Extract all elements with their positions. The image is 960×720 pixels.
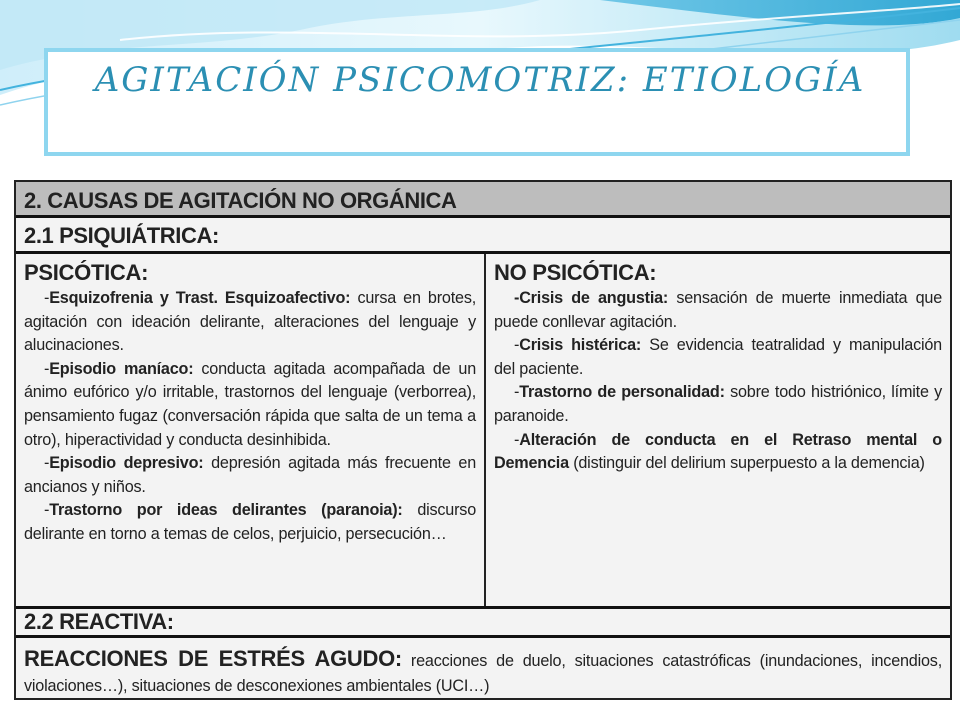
item-dash: - (514, 383, 520, 402)
reactiva-paragraph (24, 646, 942, 699)
item-text: depresión agitada más frecuente en ancianos y niños. (24, 454, 476, 496)
item-term: Trastorno por ideas delirantes (paranoia): (49, 501, 403, 520)
item-dash: - (514, 430, 520, 449)
list-item (24, 287, 476, 358)
no-psicotica-list (494, 287, 942, 476)
item-term: Alteración de conducta en el Retraso mental o Demencia (494, 430, 942, 473)
item-dash: - (44, 454, 50, 473)
section-title: 2. CAUSAS DE AGITACIÓN NO ORGÁNICA (16, 182, 950, 218)
reactiva-block (16, 640, 950, 699)
item-term: Esquizofrenia y Trast. Esquizoafectivo: (49, 289, 351, 307)
item-term: Episodio depresivo: (49, 454, 204, 473)
reactiva-text: reacciones de duelo, situaciones catastróficas (inundaciones, incendios, violaciones…), situaciones de desconexiones ambientales (UCI…) (24, 652, 942, 695)
item-term: Crisis histérica: (519, 336, 642, 355)
item-text: sobre todo histriónico, límite y paranoide. (494, 383, 942, 425)
item-text: Se evidencia teatralidad y manipulación del paciente. (494, 336, 942, 378)
psicotica-column (16, 254, 486, 606)
psicotica-heading: PSICÓTICA: (24, 260, 149, 285)
list-item (494, 381, 942, 428)
reactiva-term: REACCIONES DE ESTRÉS AGUDO: (24, 646, 402, 671)
item-term: Trastorno de personalidad: (519, 383, 725, 402)
item-dash: - (44, 501, 50, 520)
item-text: (distinguir del delirium superpuesto a la demencia) (568, 454, 925, 473)
list-item (24, 358, 476, 452)
document-table (14, 180, 952, 700)
item-term: Episodio maníaco: (49, 359, 194, 378)
list-item (494, 334, 942, 381)
item-dash: - (44, 359, 50, 378)
list-item (494, 429, 942, 476)
item-text: discurso delirante en torno a temas de celos, perjuicio, persecución… (24, 501, 476, 543)
list-item (24, 499, 476, 546)
list-item (24, 452, 476, 499)
item-dash: - (514, 336, 520, 355)
columns (16, 254, 950, 609)
subsection-reactiva: 2.2 REACTIVA: (16, 606, 950, 638)
subsection-psiquiatrica: 2.1 PSIQUIÁTRICA: (16, 218, 950, 254)
no-psicotica-heading: NO PSICÓTICA: (494, 260, 657, 285)
item-text: sensación de muerte inmediata que puede conllevar agitación. (494, 289, 942, 331)
item-term: -Crisis de angustia: (514, 289, 669, 307)
list-item (494, 287, 942, 334)
item-text: conducta agitada acompañada de un ánimo eufórico y/o irritable, trastornos del lenguaje (verborrea), pensamiento fugaz (conversación rápida que salta de un tema a otro), hiperactividad y conducta desinhibida. (24, 359, 477, 449)
slide-title: AGITACIÓN PSICOMOTRIZ: ETIOLOGÍA (94, 60, 866, 100)
item-text: cursa en brotes, agitación con ideación delirante, alteraciones del lenguaje y alucinaciones. (24, 289, 477, 355)
psicotica-list (24, 287, 476, 547)
no-psicotica-column (486, 254, 950, 606)
item-dash: - (44, 289, 50, 307)
